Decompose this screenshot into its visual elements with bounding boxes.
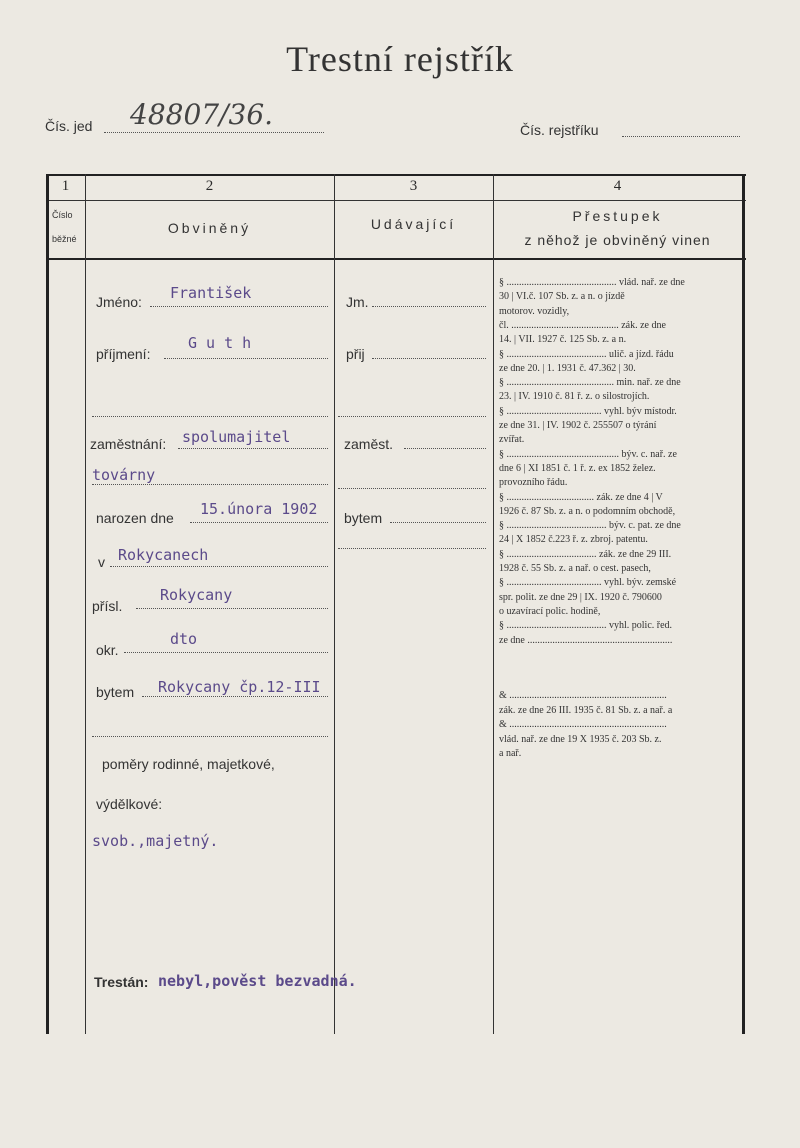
table-right-border	[742, 174, 745, 1034]
col4-header-line2: z něhož je obviněný vinen	[524, 232, 711, 248]
bytem-label: bytem	[96, 684, 135, 700]
narozen-label: narozen dne	[96, 510, 174, 526]
col-divider-1	[85, 174, 86, 1034]
col1-header-line2: běžné	[52, 234, 77, 244]
table-numrow-border	[46, 200, 746, 201]
bytem-value: Rokycany čp.12-III	[158, 678, 321, 696]
narozen-dots	[190, 522, 328, 523]
offence-line: provozního řádu.	[499, 477, 568, 489]
col-number-2: 2	[205, 178, 214, 194]
table-header-border	[46, 258, 746, 260]
informant-zamest-label: zaměst.	[344, 436, 394, 452]
col-number-3: 3	[409, 178, 418, 194]
vydelkove-label: výdělkové:	[96, 796, 163, 812]
cis-rejstriku-dots	[622, 136, 740, 137]
prijmeni-label: příjmení:	[96, 346, 151, 362]
v-label: v	[98, 554, 105, 570]
table-left-border	[46, 174, 49, 1034]
offence-line: § ............................................. býv. c. nař. ze	[499, 448, 677, 460]
col4-header-line1: Přestupek	[572, 208, 663, 224]
offence-line: 30 | VI.č. 107 Sb. z. a n. o jízdě	[499, 291, 625, 303]
offence-line: zvířat.	[499, 434, 525, 446]
offence-line: ze dne 20. | 1. 1931 č. 47.362 | 30.	[499, 362, 636, 374]
offence-line: § .................................... zák. ze dne 29 III.	[499, 548, 672, 560]
prisl-label: přísl.	[92, 598, 123, 614]
prijmeni-dots	[164, 358, 328, 359]
cis-jed-dots	[104, 132, 324, 133]
accused-separator-2	[92, 736, 328, 737]
zamestnani-dots	[178, 448, 328, 449]
accused-separator-1	[92, 416, 328, 417]
zamestnani-label: zaměstnání:	[90, 436, 167, 452]
pomery-value: svob.,majetný.	[92, 832, 219, 850]
okr-dots	[124, 652, 328, 653]
informant-jm-label: Jm.	[346, 294, 369, 310]
offence-line: § ............................................ vlád. nař. ze dne	[499, 277, 685, 288]
offence-line: § ...................................... vyhl. býv. zemské	[499, 577, 677, 589]
col1-header-line1: Číslo	[52, 210, 73, 220]
zamestnani-value: spolumajitel	[182, 428, 291, 446]
jmeno-value: František	[170, 284, 252, 302]
col-number-1: 1	[61, 178, 70, 194]
offence-line: čl. ........................................... zák. ze dne	[499, 319, 666, 331]
offence-extra-line: vlád. nař. ze dne 19 X 1935 č. 203 Sb. z.	[499, 733, 662, 745]
offence-line: § ........................................ ulič. a jízd. řádu	[499, 348, 674, 360]
zamestnani-dots-2	[92, 484, 328, 485]
prijmeni-value: G u t h	[188, 334, 252, 352]
offence-extra-line: zák. ze dne 26 III. 1935 č. 81 Sb. z. a nař. a	[499, 704, 673, 716]
informant-jm-dots	[372, 306, 486, 307]
v-value: Rokycanech	[118, 546, 209, 564]
offence-line: ze dne ..........................................................	[499, 634, 673, 646]
informant-separator-1	[338, 416, 486, 417]
cis-rejstriku-label: Čís. rejstříku	[520, 122, 599, 138]
offence-line: § ........................................ býv. c. pat. ze dne	[499, 520, 681, 532]
informant-bytem-label: bytem	[344, 510, 383, 526]
offence-line: 24 | X 1852 č.223 ř. z. zbroj. patentu.	[499, 534, 648, 546]
zamestnani-value-2: továrny	[92, 466, 156, 484]
offence-extra-line: & ...............................................................	[499, 690, 667, 701]
document-title: Trestní rejstřík	[286, 39, 514, 79]
okr-value: dto	[170, 630, 198, 648]
offence-line: o uzavírací polic. hodině,	[499, 605, 601, 617]
offence-line: ze dne 31. | IV. 1902 č. 255507 o týrání	[499, 420, 657, 431]
informant-prij-dots	[372, 358, 486, 359]
cis-jed-label: Čís. jed	[45, 118, 93, 134]
offence-line: 1926 č. 87 Sb. z. a n. o podomním obchodě,	[499, 505, 676, 517]
offence-line: 23. | IV. 1910 č. 81 ř. z. o silostrojích.	[499, 391, 650, 403]
informant-prij-label: přij	[346, 346, 365, 362]
table-top-border	[46, 174, 746, 176]
col-divider-2	[334, 174, 335, 1034]
okr-label: okr.	[96, 642, 119, 658]
jmeno-dots	[150, 306, 328, 307]
offence-extra-line: a nař.	[499, 748, 522, 759]
informant-zamest-dots	[404, 448, 486, 449]
col-divider-3	[493, 174, 494, 1034]
prisl-value: Rokycany	[160, 586, 233, 604]
offence-line: motorov. vozidly,	[499, 305, 570, 317]
jmeno-label: Jméno:	[96, 294, 142, 310]
prisl-dots	[136, 608, 328, 609]
offence-extra-line: & ...............................................................	[499, 719, 667, 730]
informant-bytem-dots	[390, 522, 486, 523]
pomery-label: poměry rodinné, majetkové,	[102, 756, 275, 772]
trestan-value: nebyl,pověst bezvadná.	[158, 972, 357, 990]
informant-separator-2	[338, 488, 486, 489]
offence-line: dne 6 | XI 1851 č. 1 ř. z. ex 1852 želez.	[499, 462, 656, 474]
col-number-4: 4	[613, 178, 622, 194]
bytem-dots	[142, 696, 328, 697]
trestan-label: Trestán:	[94, 974, 149, 990]
offence-line: § ........................................... min. nař. ze dne	[499, 377, 681, 389]
offence-line: spr. polit. ze dne 29 | IX. 1920 č. 790600	[499, 591, 662, 603]
offence-line: § ........................................ vyhl. polic. řed.	[499, 620, 673, 632]
informant-separator-3	[338, 548, 486, 549]
offence-line: 14. | VII. 1927 č. 125 Sb. z. a n.	[499, 334, 627, 346]
offence-line: § ................................... zák. ze dne 4 | V	[499, 491, 663, 503]
offence-line: § ...................................... vyhl. býv místodr.	[499, 405, 677, 417]
narozen-value: 15.února 1902	[200, 500, 318, 518]
cis-jed-value: 48807/36.	[130, 98, 274, 131]
col2-header: Obviněný	[167, 220, 252, 236]
offence-line: 1928 č. 55 Sb. z. a nař. o cest. pasech,	[499, 563, 651, 574]
col3-header: Udávající	[370, 216, 457, 232]
v-dots	[110, 566, 328, 567]
